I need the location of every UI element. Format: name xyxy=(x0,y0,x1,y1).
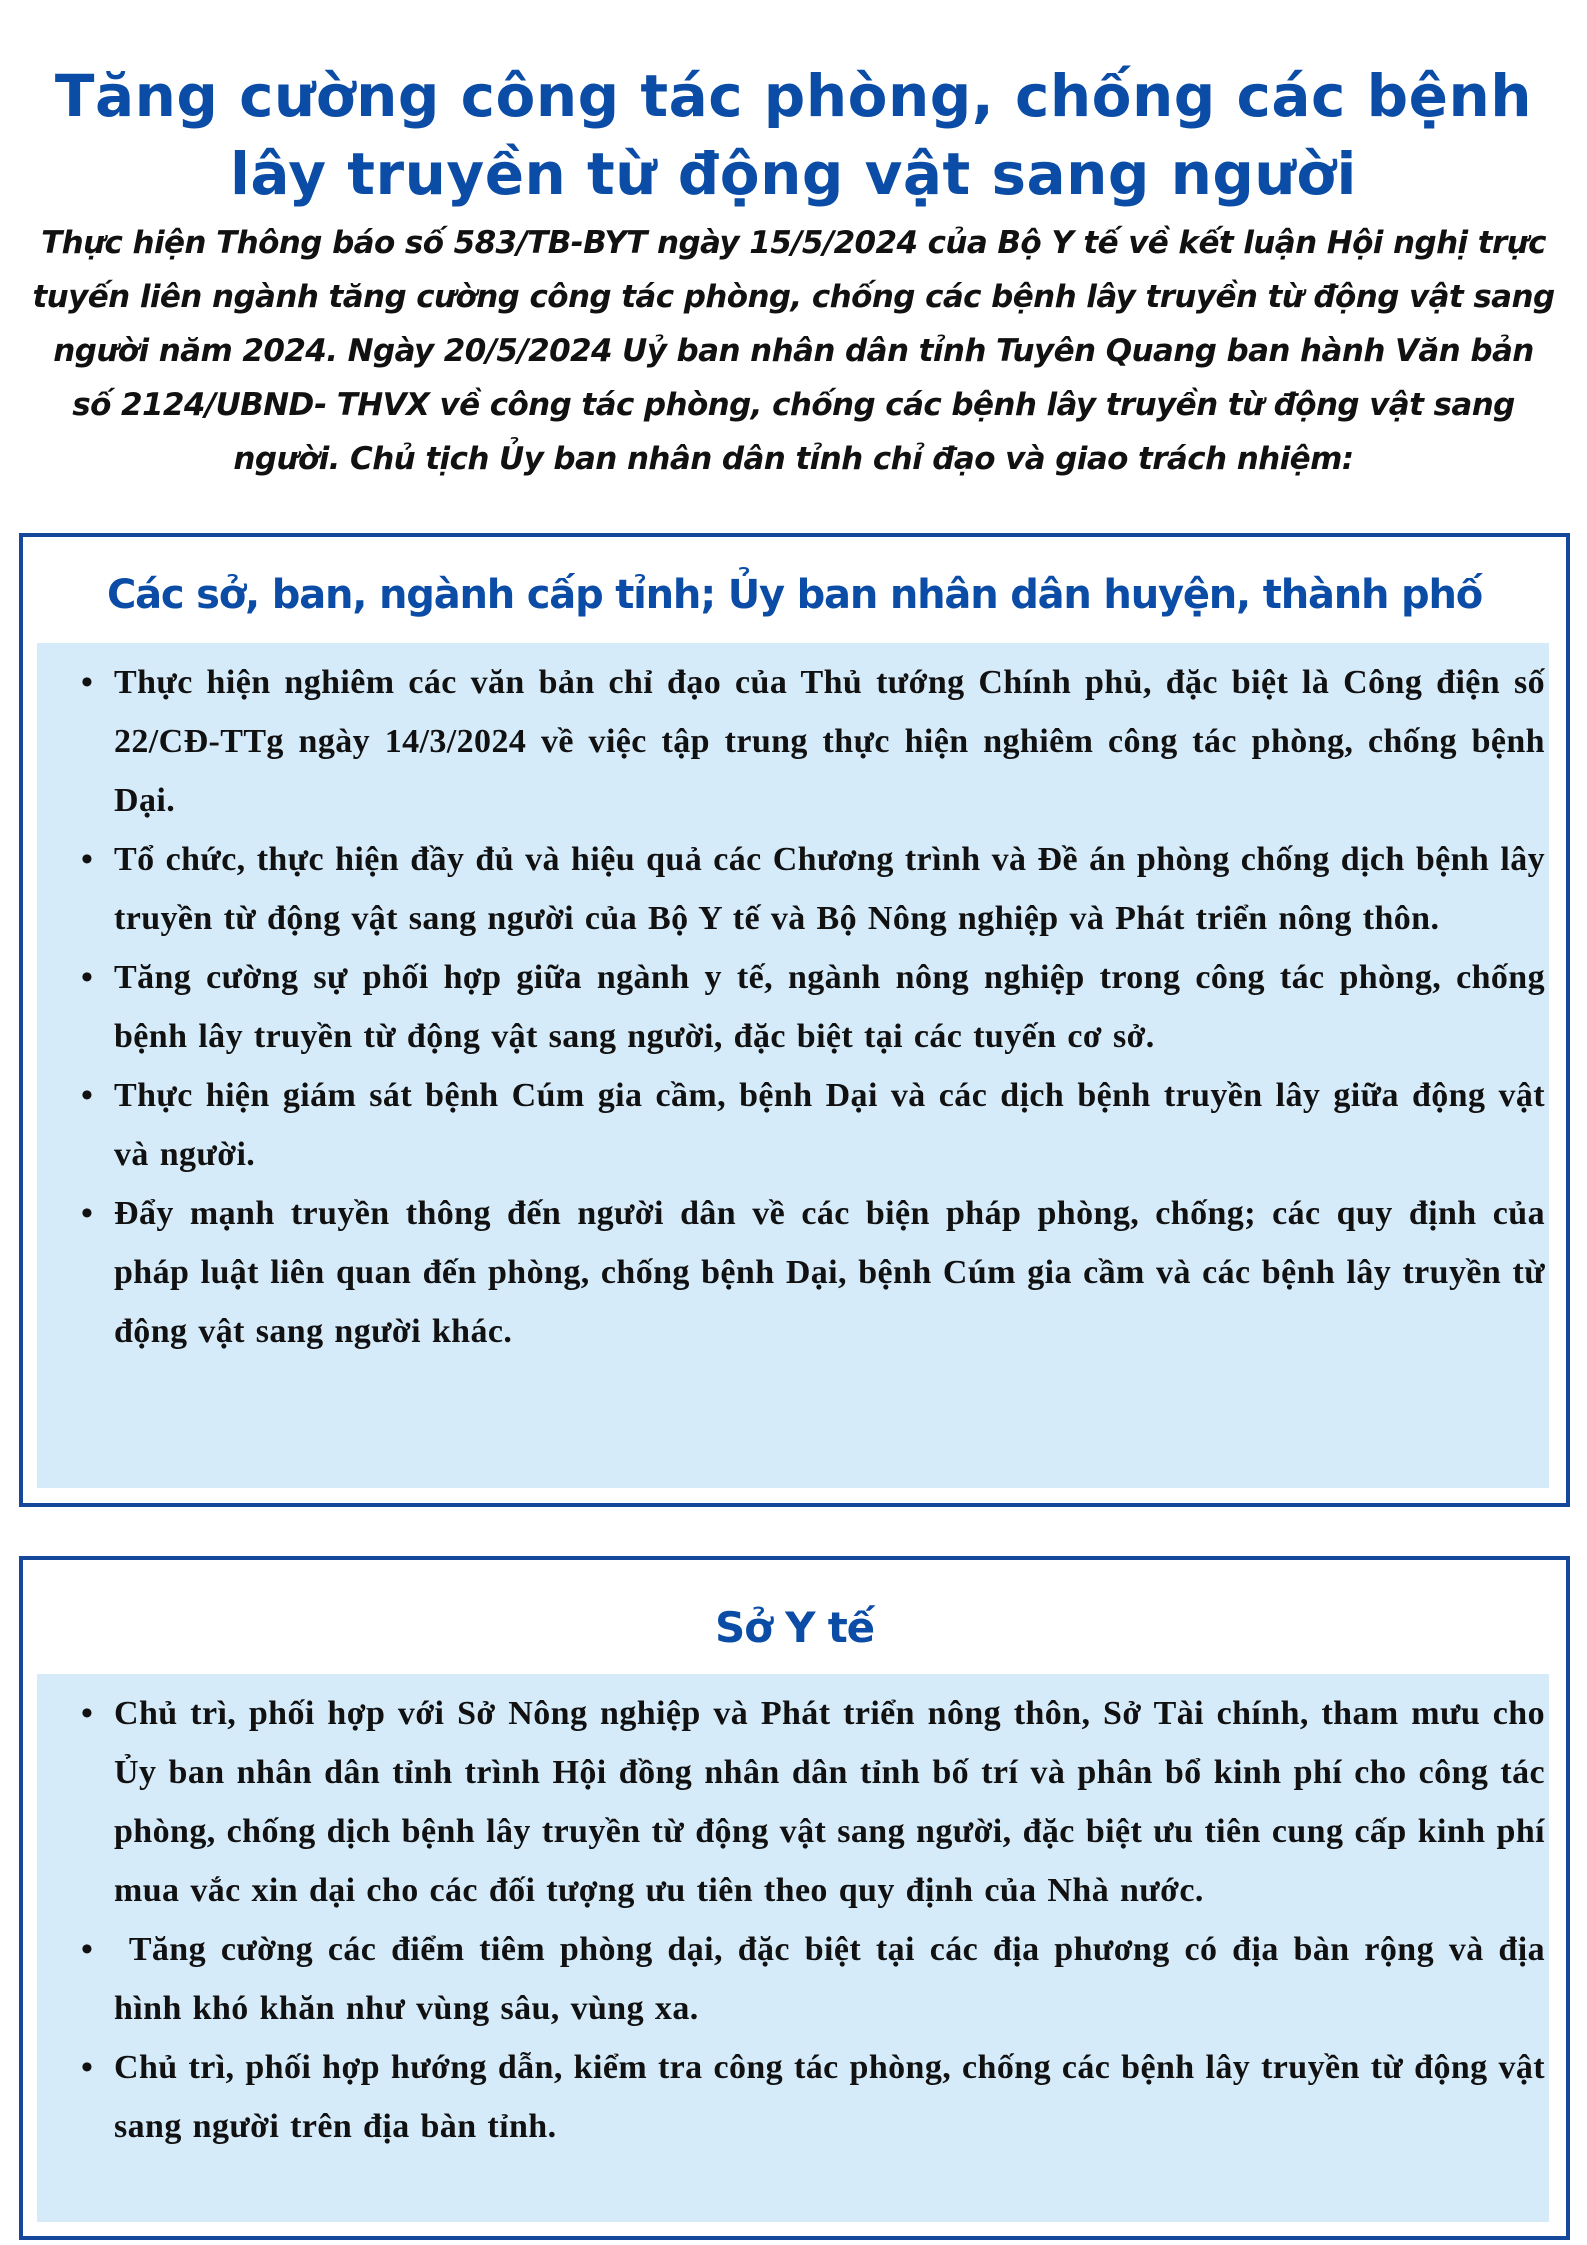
bullet-icon: • xyxy=(81,1931,94,1968)
section-department-of-health xyxy=(19,1556,1570,2240)
list-item-text: Thực hiện giám sát bệnh Cúm gia cầm, bệnh Dại và các dịch bệnh truyền lây giữa động vật và người. xyxy=(114,1077,1545,1173)
bullet-list xyxy=(37,1684,1556,2156)
section-panel xyxy=(37,643,1549,1488)
list-item xyxy=(37,653,1549,830)
list-item-text: Đẩy mạnh truyền thông đến người dân về các biện pháp phòng, chống; các quy định của pháp luật liên quan đến phòng, chống bệnh Dại, bệnh Cúm gia cầm và các bệnh lây truyền từ động vật sang người khác. xyxy=(114,1195,1545,1350)
list-item xyxy=(37,830,1549,948)
list-item xyxy=(37,1920,1556,2038)
list-item-text: Chủ trì, phối hợp với Sở Nông nghiệp và Phát triển nông thôn, Sở Tài chính, tham mưu cho Ủy ban nhân dân tỉnh trình Hội đồng nhân dân tỉnh bố trí và phân bổ kinh phí cho công tác phòng, chống dịch bệnh lây truyền từ động vật sang người, đặc biệt ưu tiên cung cấp kinh phí mua vắc xin dại cho các đối tượng ưu tiên theo quy định của Nhà nước. xyxy=(114,1695,1545,1909)
list-item xyxy=(37,2038,1549,2156)
list-item xyxy=(37,1066,1549,1184)
section-heading: Sở Y tế xyxy=(715,1603,874,1652)
list-item-text: Tăng cường sự phối hợp giữa ngành y tế, ngành nông nghiệp trong công tác phòng, chống bệnh lây truyền từ động vật sang người, đặc biệt tại các tuyến cơ sở. xyxy=(114,959,1545,1055)
list-item xyxy=(37,948,1549,1066)
intro-paragraph: Thực hiện Thông báo số 583/TB-BYT ngày 15/5/2024 của Bộ Y tế về kết luận Hội nghị trực tuyến liên ngành tăng cường công tác phòng, chống các bệnh lây truyền từ động vật sang người năm 2024. Ngày 20/5/2024 Uỷ ban nhân dân tỉnh Tuyên Quang ban hành Văn bản số 2124/UBND- THVX về công tác phòng, chống các bệnh lây truyền từ động vật sang người. Chủ tịch Ủy ban nhân dân tỉnh chỉ đạo và giao trách nhiệm: xyxy=(32,225,1555,477)
section-panel xyxy=(37,1674,1556,2222)
list-item-text: Chủ trì, phối hợp hướng dẫn, kiểm tra công tác phòng, chống các bệnh lây truyền từ động vật sang người trên địa bàn tỉnh. xyxy=(114,2049,1545,2145)
section-heading: Các sở, ban, ngành cấp tỉnh; Ủy ban nhân dân huyện, thành phố xyxy=(106,572,1483,618)
bullet-icon: • xyxy=(81,1077,94,1114)
bullet-icon: • xyxy=(81,841,94,878)
list-item-text: Tổ chức, thực hiện đầy đủ và hiệu quả các Chương trình và Đề án phòng chống dịch bệnh lây truyền từ động vật sang người của Bộ Y tế và Bộ Nông nghiệp và Phát triển nông thôn. xyxy=(114,841,1545,937)
list-item-text: Thực hiện nghiêm các văn bản chỉ đạo của Thủ tướng Chính phủ, đặc biệt là Công điện số 22/CĐ-TTg ngày 14/3/2024 về việc tập trung thực hiện nghiêm công tác phòng, chống bệnh Dại. xyxy=(114,664,1545,819)
bullet-icon: • xyxy=(81,1195,94,1232)
bullet-list xyxy=(37,653,1549,1361)
list-item-text: Tăng cường các điểm tiêm phòng dại, đặc biệt tại các địa phương có địa bàn rộng và địa hình khó khăn như vùng sâu, vùng xa. xyxy=(114,1931,1556,2027)
title-line-1: Tăng cường công tác phòng, chống các bệnh xyxy=(54,61,1533,130)
list-item xyxy=(37,1184,1549,1361)
section-provincial-departments xyxy=(19,533,1570,1507)
page-title xyxy=(0,57,1587,213)
bullet-icon: • xyxy=(81,2049,94,2086)
list-item xyxy=(37,1684,1549,1920)
bullet-icon: • xyxy=(81,959,94,996)
bullet-icon: • xyxy=(81,664,94,701)
title-line-2: lây truyền từ động vật sang người xyxy=(230,139,1357,208)
bullet-icon: • xyxy=(81,1695,94,1732)
